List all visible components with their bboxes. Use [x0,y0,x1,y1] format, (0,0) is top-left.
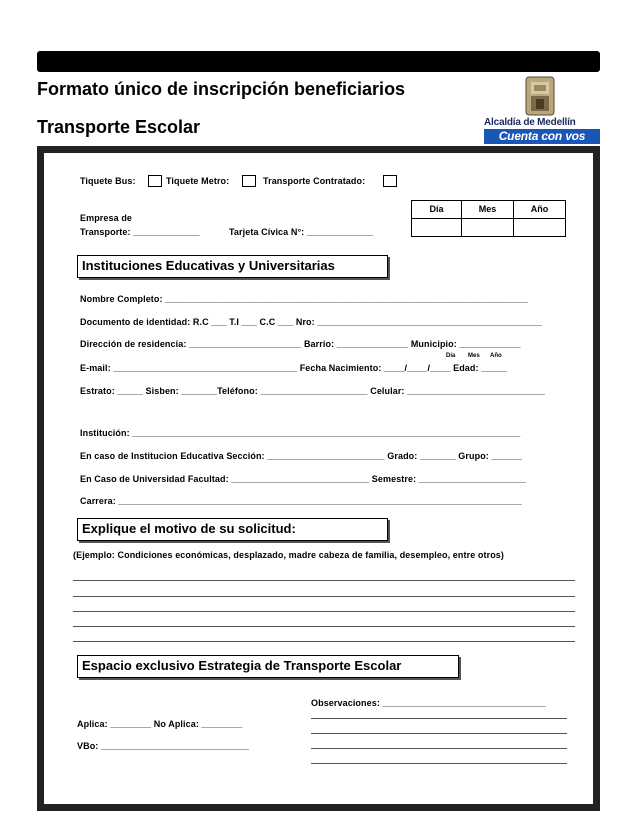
institution-field[interactable]: Institución: ____________________________________________________________________________ [80,428,521,438]
date-header-month: Mes [461,200,514,219]
bus-ticket-checkbox[interactable] [148,175,162,187]
section-exclusive: Espacio exclusivo Estrategia de Transporte Escolar [77,655,459,678]
email-field[interactable]: E-mail: ____________________________________ Fecha Nacimiento: ____/____/____ Edad: _____ [80,363,507,373]
section-institutions: Instituciones Educativas y Universitarias [77,255,388,278]
contracted-transport-label: Transporte Contratado: [263,176,366,186]
date-cell-month[interactable] [461,218,514,237]
company-label: Empresa de [80,213,133,223]
reason-line[interactable] [73,580,575,581]
logo-slogan: Cuenta con vos [484,129,600,144]
reason-line[interactable] [73,596,575,597]
reason-line[interactable] [73,626,575,627]
observations-line[interactable] [311,733,567,734]
school-section-field[interactable]: En caso de Institucion Educativa Sección: _______________________ Grado: _______ Grupo: ______ [80,451,523,461]
mini-label-day: Día [446,353,456,359]
page-subtitle: Transporte Escolar [37,117,201,137]
observations-field[interactable]: Observaciones: ________________________________ [311,698,546,708]
civic-card-field[interactable]: Tarjeta Cívica N°: _____________ [229,227,374,237]
full-name-field[interactable]: Nombre Completo: _______________________________________________________________________ [80,294,528,304]
applies-field[interactable]: Aplica: ________ No Aplica: ________ [77,719,243,729]
coat-of-arms-icon [516,75,564,117]
stratum-field[interactable]: Estrato: _____ Sisben: _______Teléfono: _____________________ Celular: ___________________________ [80,386,545,396]
observations-line[interactable] [311,748,567,749]
observations-line[interactable] [311,763,567,764]
alcaldia-logo [484,75,600,145]
reason-line[interactable] [73,611,575,612]
id-document-field[interactable]: Documento de identidad: R.C ___ T.I ___ C.C ___ Nro: ____________________________________________ [80,317,542,327]
page-title: Formato único de inscripción beneficiarios [37,79,406,99]
bus-ticket-label: Tiquete Bus: [80,176,136,186]
logo-text: Alcaldía de Medellín [484,117,576,128]
contracted-transport-checkbox[interactable] [383,175,397,187]
mini-label-year: Año [490,353,502,359]
university-faculty-field[interactable]: En Caso de Universidad Facultad: ___________________________ Semestre: _____________________ [80,474,527,484]
reason-example: (Ejemplo: Condiciones económicas, desplazado, madre cabeza de familia, desempleo, entre otros) [73,550,505,560]
date-header-year: Año [513,200,566,219]
date-header-day: Día [411,200,462,219]
reason-line[interactable] [73,641,575,642]
mini-label-month: Mes [468,353,480,359]
header-bar [37,51,600,72]
observations-line[interactable] [311,718,567,719]
address-field[interactable]: Dirección de residencia: ______________________ Barrio: ______________ Municipio: ____________ [80,339,521,349]
company-field[interactable]: Transporte: _____________ [80,227,200,237]
date-cell-year[interactable] [513,218,566,237]
section-reason: Explique el motivo de su solicitud: [77,518,388,541]
metro-ticket-label: Tiquete Metro: [166,176,230,186]
metro-ticket-checkbox[interactable] [242,175,256,187]
date-cell-day[interactable] [411,218,462,237]
vbo-field[interactable]: VBo: _____________________________ [77,741,250,751]
career-field[interactable]: Carrera: _______________________________________________________________________________ [80,496,522,506]
